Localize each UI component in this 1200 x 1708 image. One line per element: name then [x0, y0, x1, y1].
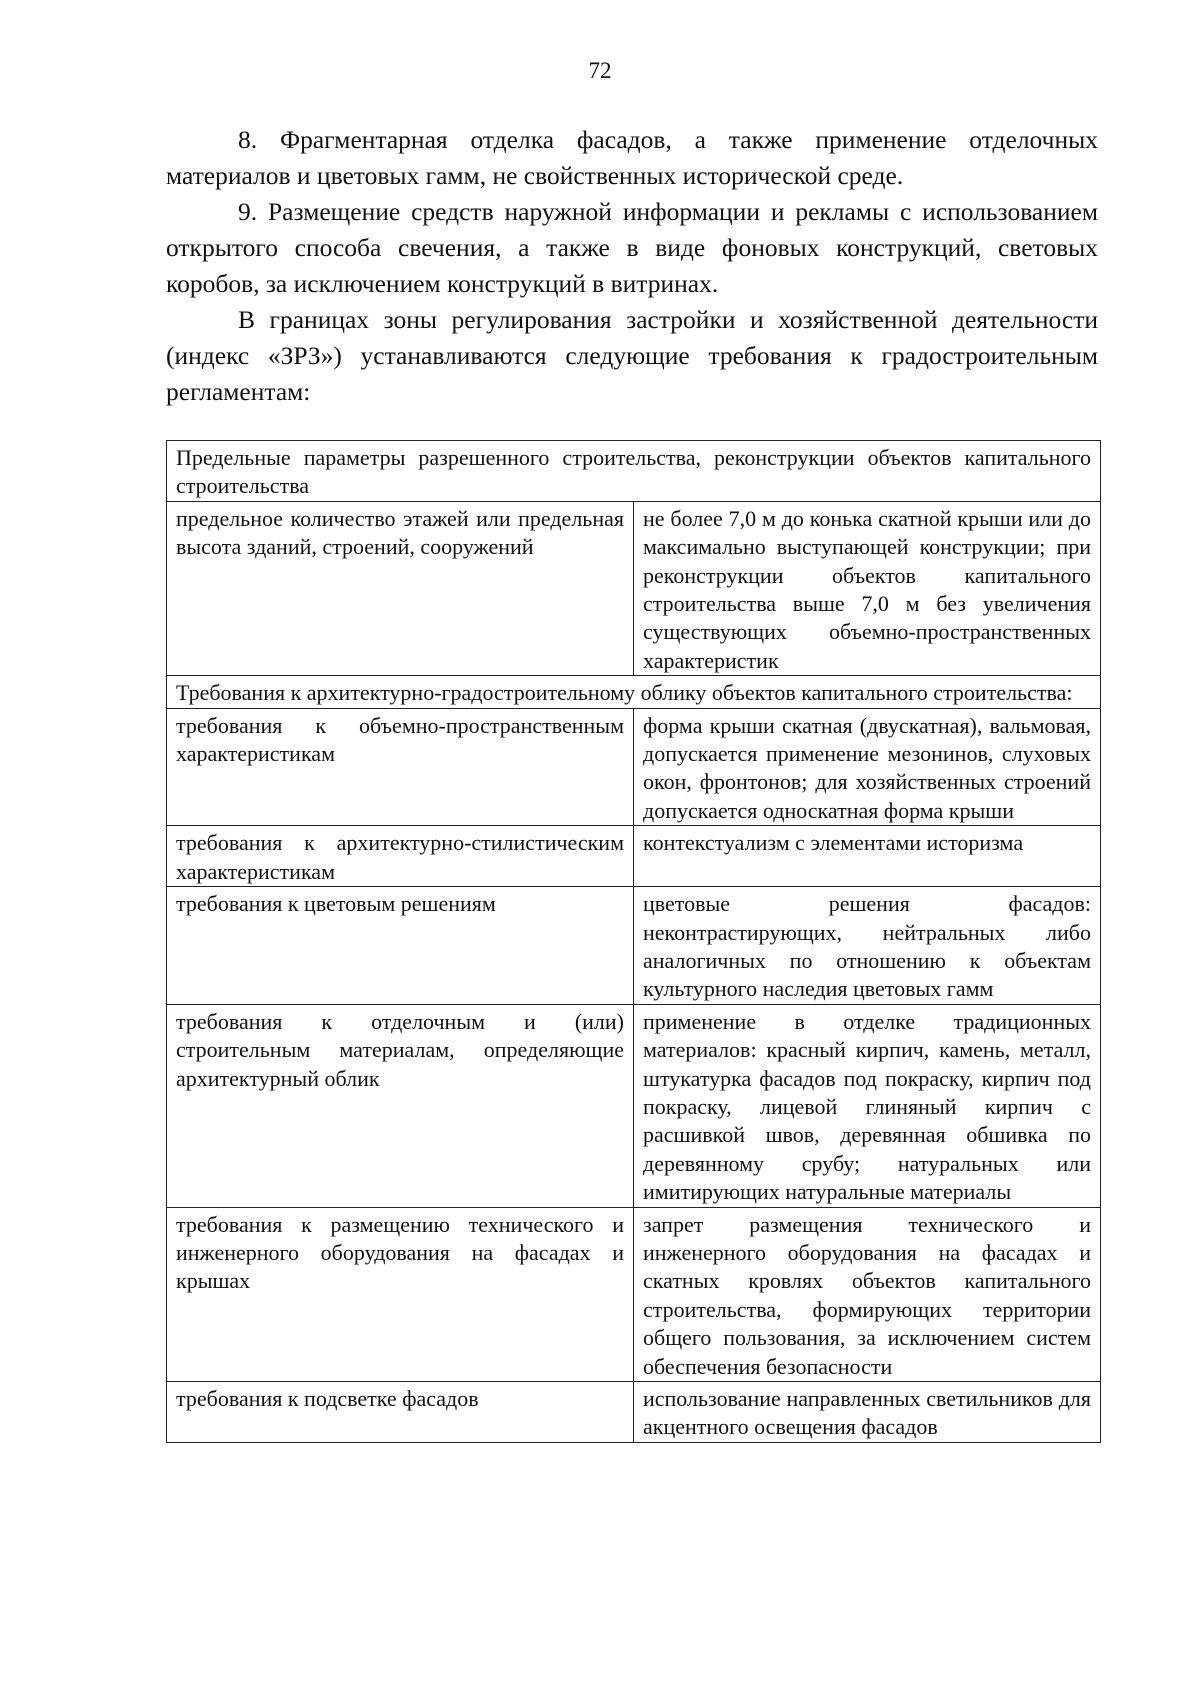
regulations-table: [166, 440, 1101, 1443]
section-header-limits: Предельные параметры разрешенного строительства, реконструкции объектов капитального строительства: [167, 441, 1101, 502]
section-header-appearance: Требования к архитектурно-градостроительному облику объектов капитального строительства:: [167, 676, 1101, 708]
table-row: [167, 1207, 1101, 1381]
table-row: [167, 1382, 1101, 1443]
table-row: [167, 501, 1101, 675]
table-section-header-row: [167, 441, 1101, 502]
paragraph-zrz-intro: В границах зоны регулирования застройки и хозяйственной деятельности (индекс «ЗРЗ») устанавливаются следующие требования к градостроительным регламентам:: [166, 305, 1098, 406]
table-cell-value: запрет размещения технического и инженерного оборудования на фасадах и скатных кровлях объектов капитального строительства, формирующих территории общего пользования, за исключением систем обеспечения безопасности: [634, 1207, 1101, 1381]
table-row: [167, 1004, 1101, 1207]
table-cell-param: предельное количество этажей или предельная высота зданий, строений, сооружений: [167, 501, 634, 675]
table-row: [167, 708, 1101, 826]
paragraph-8: 8. Фрагментарная отделка фасадов, а также применение отделочных материалов и цветовых гамм, не свойственных исторической среде.: [166, 125, 1098, 190]
table-cell-param: требования к отделочным и (или) строительным материалам, определяющие архитектурный облик: [167, 1004, 634, 1207]
table-cell-value: контекстуализм с элементами историзма: [634, 826, 1101, 887]
table-row: [167, 826, 1101, 887]
table-cell-param: требования к подсветке фасадов: [167, 1382, 634, 1443]
table-cell-param: требования к цветовым решениям: [167, 887, 634, 1005]
table-section-header-row: [167, 676, 1101, 708]
regulations-table-wrapper: [166, 440, 1101, 1443]
table-row: [167, 887, 1101, 1005]
table-cell-param: требования к размещению технического и инженерного оборудования на фасадах и крышах: [167, 1207, 634, 1381]
table-cell-value: цветовые решения фасадов: неконтрастирующих, нейтральных либо аналогичных по отношению к объектам культурного наследия цветовых гамм: [634, 887, 1101, 1005]
table-cell-value: использование направленных светильников для акцентного освещения фасадов: [634, 1382, 1101, 1443]
body-text: [166, 122, 1098, 410]
table-cell-value: применение в отделке традиционных материалов: красный кирпич, камень, металл, штукатурка фасадов под покраску, кирпич под покраску, лицевой глиняный кирпич с расшивкой швов, деревянная обшивка по деревянному срубу; натуральных или имитирующих натуральные материалы: [634, 1004, 1101, 1207]
table-cell-value: не более 7,0 м до конька скатной крыши или до максимально выступающей конструкции; при реконструкции объектов капитального строительства выше 7,0 м без увеличения существующих объемно-пространственных характеристик: [634, 501, 1101, 675]
table-cell-param: требования к объемно-пространственным характеристикам: [167, 708, 634, 826]
table-cell-value: форма крыши скатная (двускатная), вальмовая, допускается применение мезонинов, слуховых окон, фронтонов; для хозяйственных строений допускается односкатная форма крыши: [634, 708, 1101, 826]
page-number: 72: [588, 58, 612, 83]
paragraph-9: 9. Размещение средств наружной информации и рекламы с использованием открытого способа свечения, а также в виде фоновых конструкций, световых коробов, за исключением конструкций в витринах.: [166, 197, 1098, 298]
table-cell-param: требования к архитектурно-стилистическим характеристикам: [167, 826, 634, 887]
